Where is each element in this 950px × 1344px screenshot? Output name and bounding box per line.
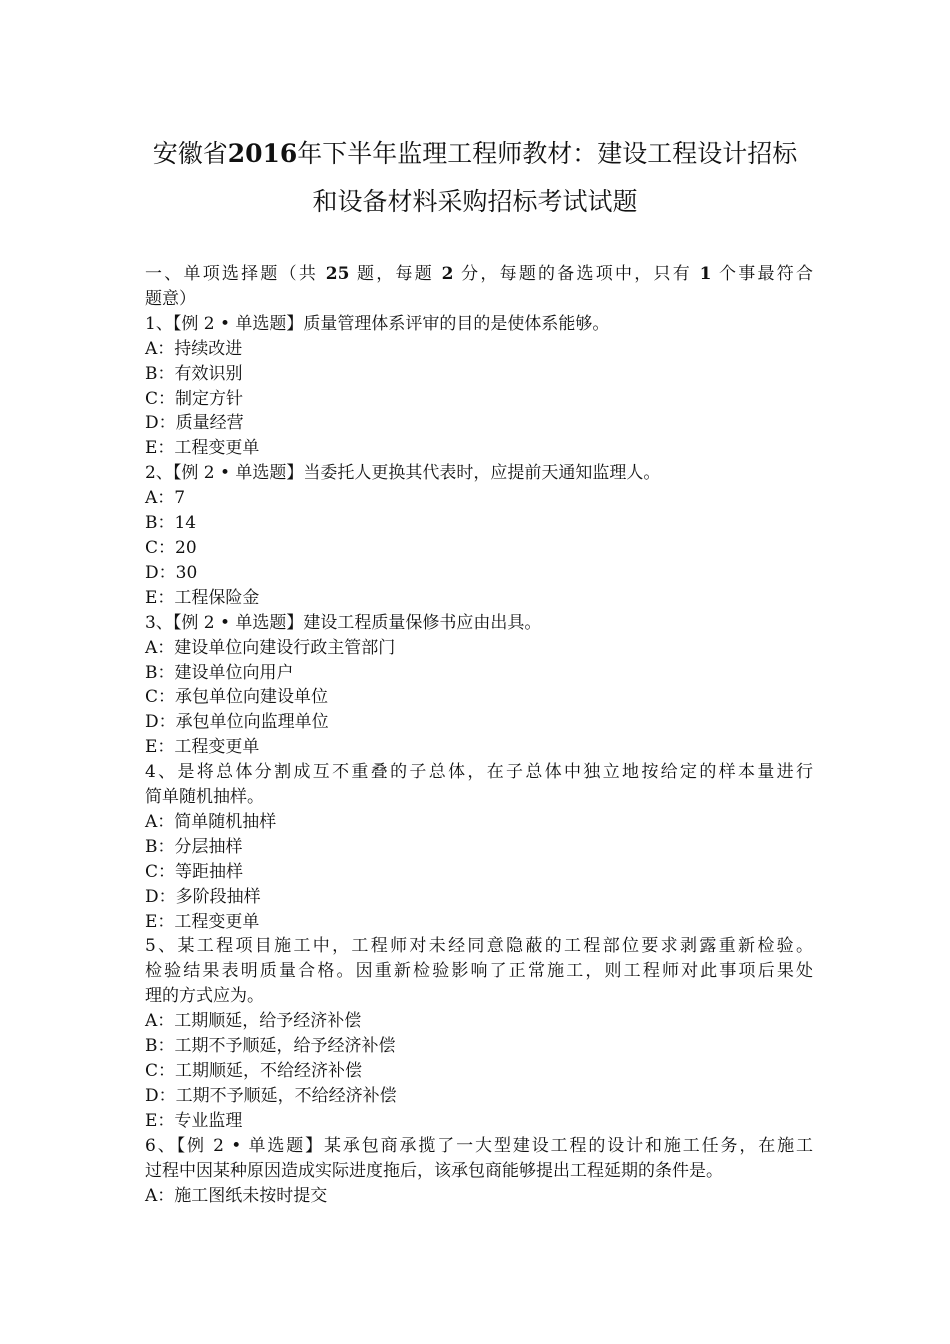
answer-option: C：20 (145, 537, 197, 558)
answer-option: A：施工图纸未按时提交 (145, 1185, 328, 1206)
question-stem: 4、是将总体分割成互不重叠的子总体，在子总体中独立地按给定的样本量进行 (145, 762, 813, 783)
answer-option: E：工程变更单 (145, 911, 260, 932)
answer-option: D：30 (145, 562, 198, 583)
answer-option: A：简单随机抽样 (145, 811, 277, 832)
question-item (145, 312, 813, 461)
answer-option: B：14 (145, 513, 197, 534)
answer-option: D：质量经营 (145, 413, 244, 434)
answer-option: E：专业监理 (145, 1110, 243, 1131)
exam-content (145, 262, 813, 1208)
document-title-line-1 (100, 139, 850, 169)
answer-option: B：工期不予顺延，给予经济补偿 (145, 1036, 396, 1057)
answer-option: B：建设单位向用户 (145, 662, 294, 683)
question-item (145, 1134, 813, 1209)
answer-option: E：工程变更单 (145, 438, 260, 459)
section-text-d: 个事最符合 (711, 264, 813, 284)
question-stem: 6、【例 2 • 单选题】某承包商承揽了一大型建设工程的设计和施工任务，在施工 (145, 1135, 813, 1156)
answer-count: 1 (699, 264, 712, 284)
section-text-b: 题，每题 (349, 264, 442, 284)
answer-option: C：承包单位向建设单位 (145, 687, 329, 708)
answer-option: D：工期不予顺延，不给经济补偿 (145, 1085, 397, 1106)
question-count: 25 (325, 264, 350, 284)
answer-option: D：多阶段抽样 (145, 886, 261, 907)
answer-option: A：建设单位向建设行政主管部门 (145, 637, 396, 658)
question-item (145, 461, 813, 610)
answer-option: C：制定方针 (145, 388, 244, 409)
answer-option: E：工程保险金 (145, 587, 260, 608)
answer-option: D：承包单位向监理单位 (145, 712, 329, 733)
question-stem: 简单随机抽样。 (145, 787, 264, 808)
answer-option: A：工期顺延，给予经济补偿 (145, 1011, 362, 1032)
section-heading-cont: 题意） (145, 288, 196, 309)
title-text-a: 安徽省 (152, 139, 228, 168)
question-stem: 5、某工程项目施工中，工程师对未经同意隐蔽的工程部位要求剥露重新检验。 (145, 936, 813, 957)
answer-option: C：等距抽样 (145, 861, 244, 882)
section-text-c: 分，每题的备选项中，只有 (453, 264, 700, 284)
answer-option: C：工期顺延，不给经济补偿 (145, 1061, 363, 1081)
answer-option: B：有效识别 (145, 363, 243, 384)
title-text-b: 年下半年监理工程师教材：建设工程设计招标 (297, 139, 798, 168)
answer-option: B：分层抽样 (145, 836, 243, 857)
question-item (145, 760, 813, 934)
answer-option: A：7 (145, 488, 186, 509)
document-title-line-2: 和设备材料采购招标考试试题 (312, 187, 638, 216)
question-stem: 2、【例 2 • 单选题】当委托人更换其代表时，应提前天通知监理人。 (145, 463, 661, 484)
question-stem: 理的方式应为。 (145, 986, 264, 1007)
question-stem: 3、【例 2 • 单选题】建设工程质量保修书应由出具。 (145, 612, 542, 633)
question-stem: 过程中因某种原因造成实际进度拖后，该承包商能够提出工程延期的条件是。 (145, 1160, 723, 1181)
section-heading (145, 262, 813, 287)
answer-option: A：持续改进 (145, 338, 243, 359)
question-item (145, 934, 813, 1133)
question-list (145, 312, 813, 1209)
answer-option: E：工程变更单 (145, 737, 260, 758)
question-points: 2 (441, 264, 454, 284)
question-item (145, 611, 813, 760)
question-stem: 检验结果表明质量合格。因重新检验影响了正常施工，则工程师对此事项后果处 (145, 961, 813, 982)
section-text-a: 一、单项选择题（共 (145, 264, 326, 284)
question-stem: 1、【例 2 • 单选题】质量管理体系评审的目的是使体系能够。 (145, 313, 610, 334)
title-year: 2016 (227, 139, 298, 168)
